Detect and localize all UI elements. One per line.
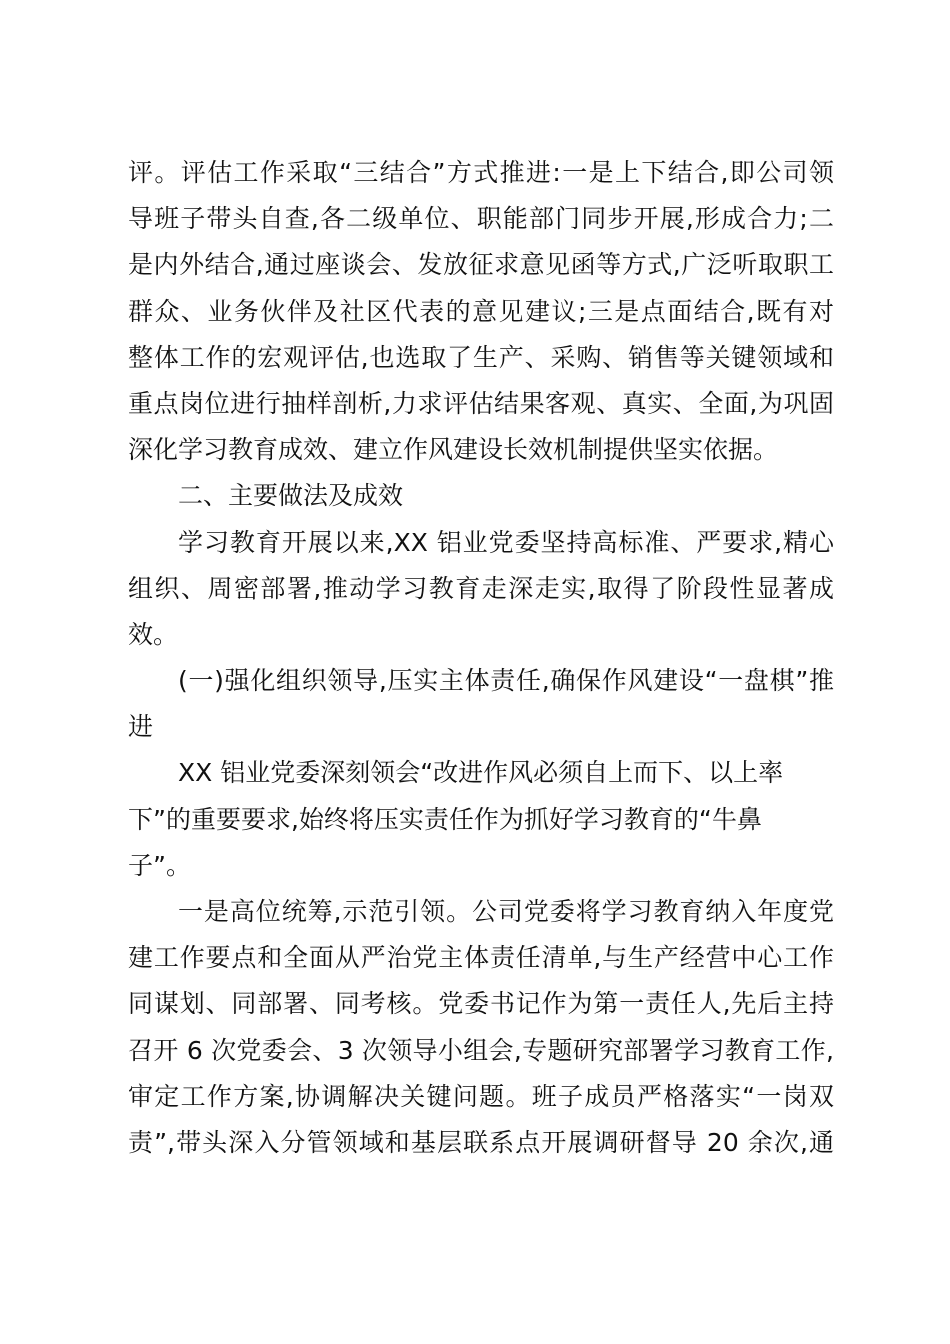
text-line: XX 铝业党委深刻领会“改进作风必须自上而下、以上率 (178, 758, 784, 788)
text-line: 导班子带头自查,各二级单位、职能部门同步开展,形成合力;二 (128, 204, 834, 234)
text-line: 学习教育开展以来,XX 铝业党委坚持高标准、严要求,精心 (178, 527, 834, 557)
text-line: 深化学习教育成效、建立作风建设长效机制提供坚实依据。 (128, 435, 779, 465)
document-body (128, 150, 834, 1166)
text-line: 责”,带头深入分管领域和基层联系点开展调研督导 20 余次,通 (128, 1127, 834, 1157)
text-line: 是内外结合,通过座谈会、发放征求意见函等方式,广泛听取职工 (128, 250, 834, 280)
text-line: 整体工作的宏观评估,也选取了生产、采购、销售等关键领域和 (128, 342, 834, 372)
text-line: 一是高位统筹,示范引领。公司党委将学习教育纳入年度党 (178, 897, 834, 926)
text-line: 组织、周密部署,推动学习教育走深走实,取得了阶段性显著成 (128, 573, 834, 603)
text-line: 下”的重要要求,始终将压实责任作为抓好学习教育的“牛鼻 (128, 804, 762, 834)
text-line: 建工作要点和全面从严治党主体责任清单,与生产经营中心工作 (128, 943, 834, 973)
text-line: 子”。 (128, 850, 191, 880)
text-line: 召开 6 次党委会、3 次领导小组会,专题研究部署学习教育工作, (128, 1035, 834, 1065)
text-line: 重点岗位进行抽样剖析,力求评估结果客观、真实、全面,为巩固 (128, 388, 834, 418)
text-line: 群众、业务伙伴及社区代表的意见建议;三是点面结合,既有对 (128, 296, 834, 326)
text-line: 效。 (128, 619, 179, 649)
text-line: 审定工作方案,协调解决关键问题。班子成员严格落实“一岗双 (128, 1081, 834, 1111)
text-line: 评。评估工作采取“三结合”方式推进:一是上下结合,即公司领 (128, 158, 834, 187)
text-line: (一)强化组织领导,压实主体责任,确保作风建设“一盘棋”推 (178, 666, 834, 696)
text-line: 二、主要做法及成效 (178, 481, 404, 511)
text-line: 同谋划、同部署、同考核。党委书记作为第一责任人,先后主持 (128, 989, 834, 1019)
text-line: 进 (128, 712, 154, 742)
